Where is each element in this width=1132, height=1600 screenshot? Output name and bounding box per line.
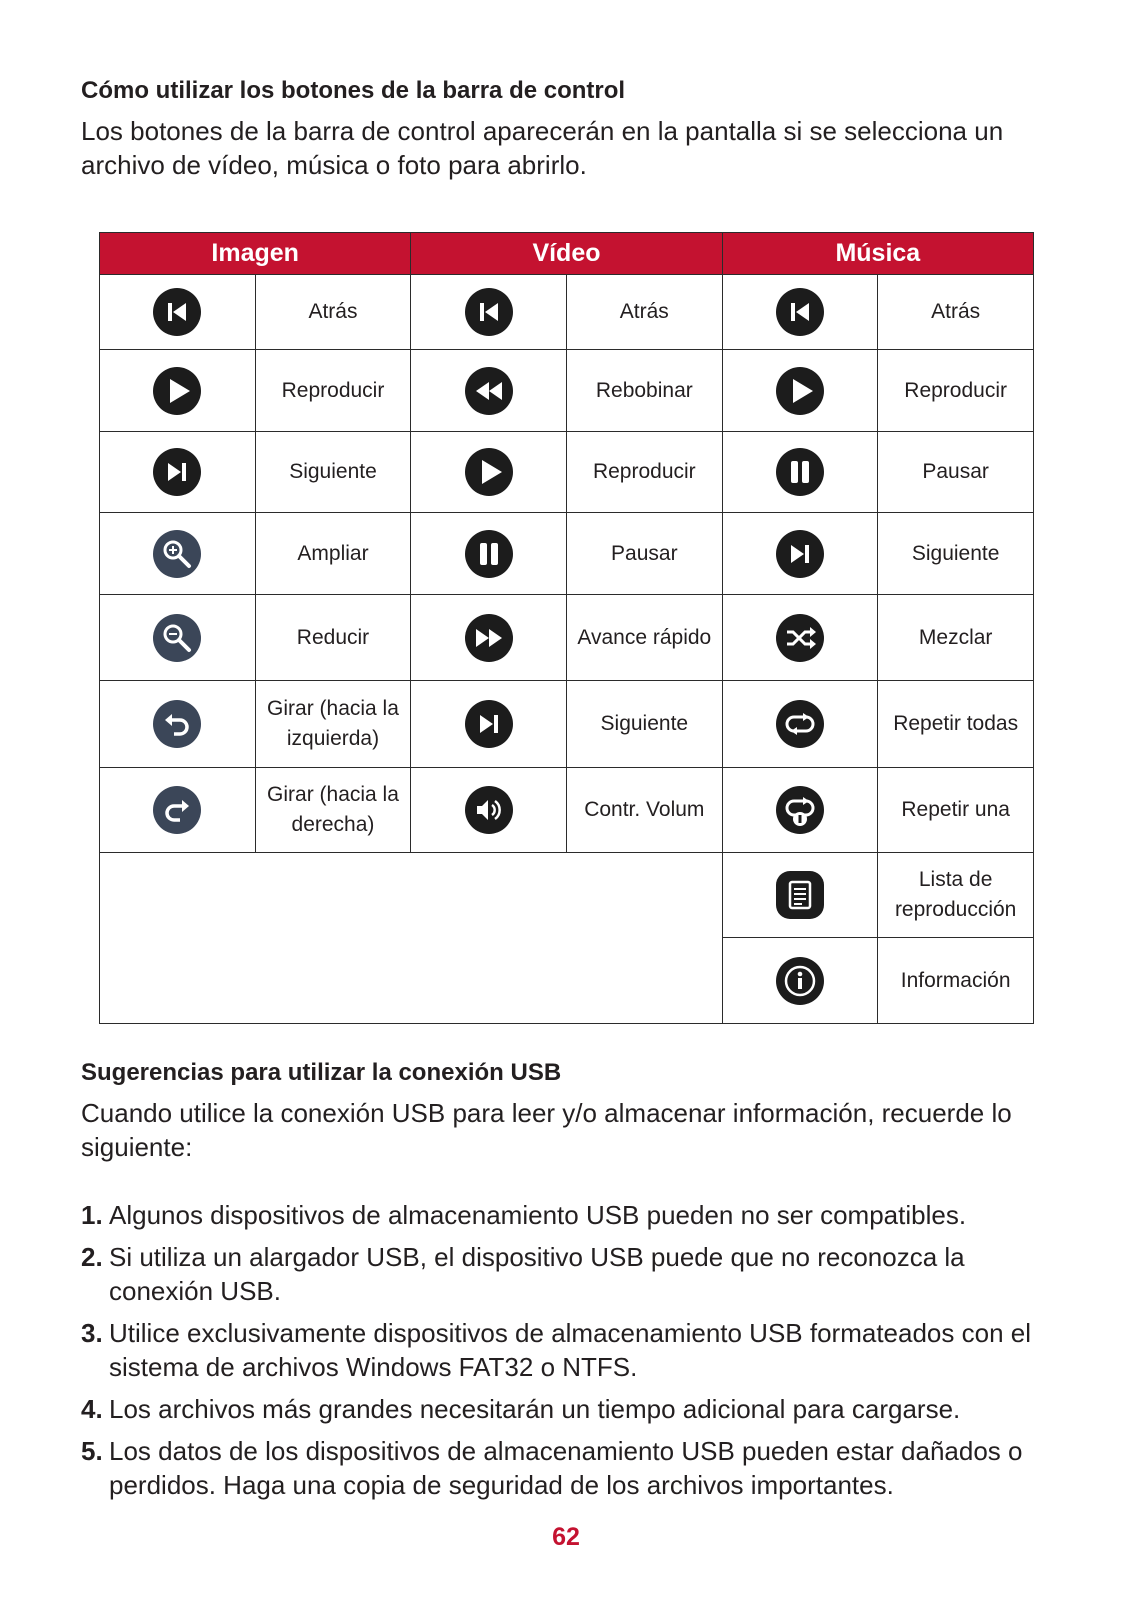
table-cell-label: Información — [878, 938, 1034, 1024]
section-title-control-bar: Cómo utilizar los botones de la barra de control — [81, 77, 626, 104]
table-cell-label: Siguiente — [255, 432, 411, 513]
list-item — [81, 1392, 1041, 1426]
repeat-all-icon — [774, 698, 826, 750]
table-cell-label: Reducir — [255, 595, 411, 681]
table-row — [100, 432, 1034, 513]
previous-icon — [774, 286, 826, 338]
table-cell-label: Ampliar — [255, 513, 411, 595]
list-item-number: 5. — [81, 1436, 103, 1466]
table-cell-label: Reproducir — [566, 432, 722, 513]
next-icon — [774, 528, 826, 580]
table-cell-label: Reproducir — [878, 350, 1034, 432]
control-buttons-table — [99, 232, 1034, 1024]
page-number: 62 — [552, 1523, 580, 1551]
table-row — [100, 853, 1034, 938]
list-item-text: Los archivos más grandes necesitarán un tiempo adicional para cargarse. — [109, 1394, 961, 1424]
table-row — [100, 350, 1034, 432]
zoom-in-icon — [151, 528, 203, 580]
table-cell-label: Reproducir — [255, 350, 411, 432]
previous-icon — [463, 286, 515, 338]
shuffle-icon — [774, 612, 826, 664]
header-musica: Música — [722, 233, 1033, 275]
table-cell-label: Girar (hacia la derecha) — [255, 768, 411, 853]
list-item-text: Si utiliza un alargador USB, el dispositivo USB puede que no reconozca la conexión USB. — [109, 1242, 965, 1306]
table-cell-label: Siguiente — [878, 513, 1034, 595]
list-item-text: Los datos de los dispositivos de almacenamiento USB pueden estar dañados o perdidos. Haga una copia de seguridad de los archivos importantes. — [109, 1436, 1023, 1500]
next-icon — [463, 698, 515, 750]
table-cell-label: Contr. Volum — [566, 768, 722, 853]
play-icon — [151, 365, 203, 417]
list-item-number: 4. — [81, 1394, 103, 1424]
table-row — [100, 513, 1034, 595]
list-item-text: Utilice exclusivamente dispositivos de almacenamiento USB formateados con el sistema de archivos Windows FAT32 o NTFS. — [109, 1318, 1031, 1382]
table-cell-label: Siguiente — [566, 681, 722, 768]
list-item — [81, 1240, 1041, 1308]
list-item-text: Algunos dispositivos de almacenamiento USB pueden no ser compatibles. — [109, 1200, 967, 1230]
table-cell-label: Atrás — [878, 275, 1034, 350]
list-item-number: 2. — [81, 1242, 103, 1272]
repeat-one-icon — [774, 784, 826, 836]
list-item — [81, 1316, 1041, 1384]
zoom-out-icon — [151, 612, 203, 664]
play-icon — [774, 365, 826, 417]
table-cell-label: Rebobinar — [566, 350, 722, 432]
volume-icon — [463, 784, 515, 836]
rotate-right-icon — [151, 784, 203, 836]
info-icon — [774, 955, 826, 1007]
pause-icon — [463, 528, 515, 580]
table-cell-label: Atrás — [566, 275, 722, 350]
table-cell-label: Repetir todas — [878, 681, 1034, 768]
fast-forward-icon — [463, 612, 515, 664]
playlist-icon — [774, 869, 826, 921]
section-intro-control-bar: Los botones de la barra de control aparecerán en la pantalla si se selecciona un archivo de vídeo, música o foto para abrirlo. — [81, 116, 1004, 180]
table-cell-label: Mezclar — [878, 595, 1034, 681]
rewind-icon — [463, 365, 515, 417]
list-item — [81, 1198, 1041, 1232]
play-icon — [463, 446, 515, 498]
table-cell-label: Repetir una — [878, 768, 1034, 853]
table-cell-label: Girar (hacia la izquierda) — [255, 681, 411, 768]
pause-icon — [774, 446, 826, 498]
list-item-number: 3. — [81, 1318, 103, 1348]
rotate-left-icon — [151, 698, 203, 750]
section-intro-usb: Cuando utilice la conexión USB para leer y/o almacenar información, recuerde lo siguiente: — [81, 1098, 1012, 1162]
table-row — [100, 275, 1034, 350]
header-video: Vídeo — [411, 233, 722, 275]
header-imagen: Imagen — [100, 233, 411, 275]
table-cell-label: Avance rápido — [566, 595, 722, 681]
usb-tips-list — [81, 1198, 1041, 1510]
section-title-usb: Sugerencias para utilizar la conexión USB — [81, 1059, 562, 1086]
table-cell-label: Lista de reproducción — [878, 853, 1034, 938]
table-row — [100, 768, 1034, 853]
table-cell-label: Atrás — [255, 275, 411, 350]
table-cell-label: Pausar — [566, 513, 722, 595]
list-item-number: 1. — [81, 1200, 103, 1230]
table-row — [100, 681, 1034, 768]
table-row — [100, 595, 1034, 681]
table-cell-label: Pausar — [878, 432, 1034, 513]
next-icon — [151, 446, 203, 498]
empty-cell — [100, 853, 723, 1024]
previous-icon — [151, 286, 203, 338]
list-item — [81, 1434, 1041, 1502]
